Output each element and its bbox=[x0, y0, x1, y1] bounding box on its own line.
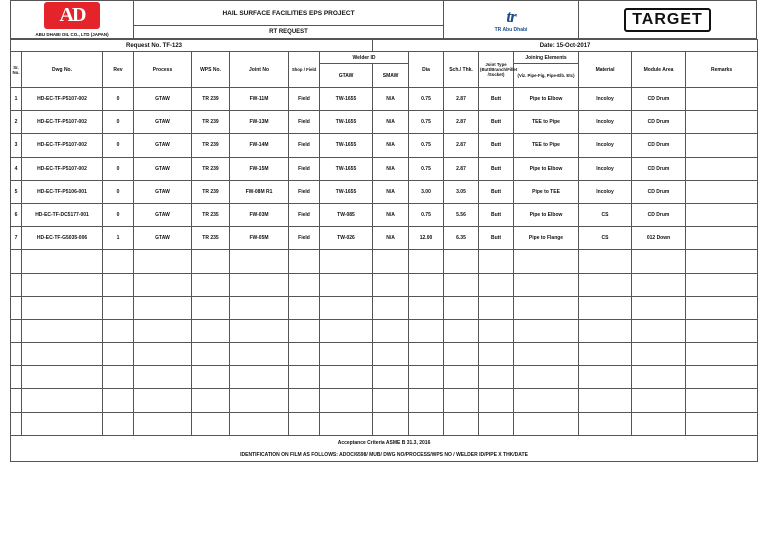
empty-cell bbox=[103, 296, 134, 319]
empty-cell bbox=[514, 343, 579, 366]
empty-cell bbox=[479, 319, 514, 342]
cell-elements: Pipe to TEE bbox=[514, 180, 579, 203]
cell-shop: Field bbox=[289, 180, 320, 203]
document-title: RT REQUEST bbox=[134, 26, 444, 39]
empty-cell bbox=[686, 319, 758, 342]
empty-cell bbox=[686, 412, 758, 435]
cell-joint: FW-08M R1 bbox=[230, 180, 289, 203]
empty-cell bbox=[373, 412, 409, 435]
table-row bbox=[11, 203, 758, 226]
cell-gtaw: TW-1655 bbox=[320, 180, 373, 203]
empty-cell bbox=[632, 296, 686, 319]
cell-rev: 0 bbox=[103, 180, 134, 203]
cell-wps: TR 239 bbox=[192, 180, 230, 203]
cell-wps: TR 239 bbox=[192, 157, 230, 180]
cell-remarks bbox=[686, 203, 758, 226]
col-joint-type: Joint Type (Butt/Branch/Fillet /Socket) bbox=[479, 52, 514, 88]
cell-area: CD Drum bbox=[632, 134, 686, 157]
empty-table-row bbox=[11, 366, 758, 389]
empty-cell bbox=[444, 343, 479, 366]
cell-sr: 2 bbox=[11, 111, 22, 134]
empty-cell bbox=[686, 273, 758, 296]
cell-jtype: Butt bbox=[479, 227, 514, 250]
cell-joint: FW-03M bbox=[230, 203, 289, 226]
col-welder-id: Welder ID bbox=[320, 52, 409, 64]
cell-area: CD Drum bbox=[632, 203, 686, 226]
cell-thk: 2.87 bbox=[444, 111, 479, 134]
col-joint-no: Joint No bbox=[230, 52, 289, 88]
cell-thk: 6.35 bbox=[444, 227, 479, 250]
cell-process: GTAW bbox=[134, 88, 192, 111]
cell-smaw: N/A bbox=[373, 88, 409, 111]
empty-cell bbox=[579, 273, 632, 296]
cell-process: GTAW bbox=[134, 134, 192, 157]
cell-material: Incoloy bbox=[579, 134, 632, 157]
col-rev: Rev bbox=[103, 52, 134, 88]
cell-joint: FW-11M bbox=[230, 88, 289, 111]
cell-dwg: HD-EC-TF-P5107-002 bbox=[22, 111, 103, 134]
empty-cell bbox=[289, 366, 320, 389]
empty-cell bbox=[632, 250, 686, 273]
empty-cell bbox=[373, 250, 409, 273]
empty-cell bbox=[409, 412, 444, 435]
empty-cell bbox=[103, 343, 134, 366]
empty-cell bbox=[134, 389, 192, 412]
cell-dia: 0.75 bbox=[409, 134, 444, 157]
cell-sr: 4 bbox=[11, 157, 22, 180]
request-table bbox=[10, 39, 758, 462]
empty-cell bbox=[103, 250, 134, 273]
empty-cell bbox=[514, 250, 579, 273]
empty-cell bbox=[192, 273, 230, 296]
cell-gtaw: TW-1655 bbox=[320, 157, 373, 180]
empty-cell bbox=[192, 250, 230, 273]
request-date: Date: 15-Oct-2017 bbox=[373, 40, 758, 52]
cell-rev: 0 bbox=[103, 157, 134, 180]
cell-process: GTAW bbox=[134, 180, 192, 203]
tr-logo bbox=[444, 1, 579, 39]
empty-cell bbox=[11, 343, 22, 366]
col-joining-elements: Joining Elements bbox=[514, 52, 579, 64]
empty-cell bbox=[514, 389, 579, 412]
header-table bbox=[10, 0, 757, 39]
cell-shop: Field bbox=[289, 227, 320, 250]
empty-cell bbox=[373, 319, 409, 342]
tr-logo-icon: tr bbox=[506, 6, 516, 26]
empty-cell bbox=[134, 273, 192, 296]
empty-cell bbox=[103, 389, 134, 412]
empty-cell bbox=[686, 343, 758, 366]
cell-smaw: N/A bbox=[373, 227, 409, 250]
acceptance-criteria: Acceptance Criteria ASME B 31.3, 2016 bbox=[11, 435, 758, 449]
cell-dia: 12.00 bbox=[409, 227, 444, 250]
empty-cell bbox=[514, 273, 579, 296]
empty-cell bbox=[409, 343, 444, 366]
cell-rev: 0 bbox=[103, 134, 134, 157]
empty-cell bbox=[22, 250, 103, 273]
empty-cell bbox=[320, 273, 373, 296]
table-row bbox=[11, 134, 758, 157]
empty-cell bbox=[444, 250, 479, 273]
empty-table-row bbox=[11, 319, 758, 342]
cell-material: CS bbox=[579, 227, 632, 250]
empty-cell bbox=[320, 250, 373, 273]
empty-cell bbox=[479, 343, 514, 366]
cell-area: CD Drum bbox=[632, 111, 686, 134]
empty-cell bbox=[134, 343, 192, 366]
empty-cell bbox=[373, 366, 409, 389]
col-smaw: SMAW bbox=[373, 64, 409, 88]
empty-cell bbox=[373, 296, 409, 319]
table-row bbox=[11, 180, 758, 203]
empty-cell bbox=[444, 273, 479, 296]
cell-shop: Field bbox=[289, 111, 320, 134]
cell-smaw: N/A bbox=[373, 134, 409, 157]
empty-cell bbox=[320, 343, 373, 366]
cell-dwg: HD-EC-TF-P5106-001 bbox=[22, 180, 103, 203]
empty-cell bbox=[514, 366, 579, 389]
empty-cell bbox=[22, 389, 103, 412]
empty-cell bbox=[192, 296, 230, 319]
col-joining-elements-sub: (Viz. Pipe-Fig, Pipe-Elb. Etc) bbox=[514, 64, 579, 88]
cell-dia: 0.75 bbox=[409, 88, 444, 111]
empty-cell bbox=[22, 296, 103, 319]
empty-cell bbox=[134, 296, 192, 319]
empty-cell bbox=[320, 319, 373, 342]
empty-cell bbox=[103, 366, 134, 389]
film-identification: IDENTIFICATION ON FILM AS FOLLOWS: ADOC/6598/ MUB/ DWG NO/PROCESS/WPS NO / WELDER ID/PIPE X THK/DATE bbox=[11, 449, 758, 461]
empty-cell bbox=[632, 389, 686, 412]
cell-smaw: N/A bbox=[373, 111, 409, 134]
cell-area: 012 Down bbox=[632, 227, 686, 250]
col-gtaw: GTAW bbox=[320, 64, 373, 88]
empty-cell bbox=[409, 296, 444, 319]
empty-cell bbox=[373, 273, 409, 296]
cell-dwg: HD-EC-TF-DC5177-001 bbox=[22, 203, 103, 226]
empty-cell bbox=[192, 343, 230, 366]
col-sr-no: Sr. No. bbox=[11, 52, 22, 88]
col-dia: Dia bbox=[409, 52, 444, 88]
empty-cell bbox=[479, 389, 514, 412]
empty-cell bbox=[134, 412, 192, 435]
table-row bbox=[11, 88, 758, 111]
empty-cell bbox=[11, 412, 22, 435]
cell-joint: FW-13M bbox=[230, 111, 289, 134]
cell-process: GTAW bbox=[134, 111, 192, 134]
cell-thk: 5.56 bbox=[444, 203, 479, 226]
table-row bbox=[11, 227, 758, 250]
col-dwg-no: Dwg No. bbox=[22, 52, 103, 88]
cell-remarks bbox=[686, 111, 758, 134]
cell-joint: FW-14M bbox=[230, 134, 289, 157]
empty-cell bbox=[103, 273, 134, 296]
cell-elements: Pipe to Elbow bbox=[514, 157, 579, 180]
empty-cell bbox=[320, 296, 373, 319]
cell-sr: 1 bbox=[11, 88, 22, 111]
cell-jtype: Butt bbox=[479, 111, 514, 134]
cell-gtaw: TW-1655 bbox=[320, 88, 373, 111]
empty-cell bbox=[579, 389, 632, 412]
target-logo bbox=[579, 1, 757, 39]
empty-cell bbox=[320, 412, 373, 435]
cell-area: CD Drum bbox=[632, 180, 686, 203]
empty-cell bbox=[103, 319, 134, 342]
request-number: Request No. TF-123 bbox=[11, 40, 373, 52]
col-wps-no: WPS No. bbox=[192, 52, 230, 88]
empty-cell bbox=[479, 296, 514, 319]
empty-cell bbox=[373, 389, 409, 412]
empty-cell bbox=[230, 366, 289, 389]
empty-cell bbox=[289, 250, 320, 273]
cell-dia: 0.75 bbox=[409, 111, 444, 134]
company-name: ABU DHABI OIL CO., LTD (JAPAN) bbox=[35, 32, 109, 37]
empty-cell bbox=[289, 296, 320, 319]
cell-smaw: N/A bbox=[373, 180, 409, 203]
empty-cell bbox=[11, 389, 22, 412]
empty-cell bbox=[134, 319, 192, 342]
empty-cell bbox=[192, 412, 230, 435]
empty-cell bbox=[579, 366, 632, 389]
cell-process: GTAW bbox=[134, 157, 192, 180]
empty-cell bbox=[230, 296, 289, 319]
cell-thk: 2.87 bbox=[444, 157, 479, 180]
cell-wps: TR 235 bbox=[192, 203, 230, 226]
cell-sr: 6 bbox=[11, 203, 22, 226]
cell-remarks bbox=[686, 134, 758, 157]
empty-cell bbox=[230, 412, 289, 435]
empty-cell bbox=[579, 250, 632, 273]
empty-cell bbox=[514, 319, 579, 342]
cell-smaw: N/A bbox=[373, 203, 409, 226]
cell-rev: 0 bbox=[103, 203, 134, 226]
empty-cell bbox=[444, 319, 479, 342]
cell-material: Incoloy bbox=[579, 180, 632, 203]
empty-cell bbox=[479, 273, 514, 296]
cell-rev: 1 bbox=[103, 227, 134, 250]
cell-shop: Field bbox=[289, 134, 320, 157]
rt-request-sheet bbox=[10, 0, 756, 462]
empty-cell bbox=[11, 319, 22, 342]
cell-thk: 2.87 bbox=[444, 134, 479, 157]
empty-cell bbox=[409, 273, 444, 296]
cell-elements: Pipe to Elbow bbox=[514, 203, 579, 226]
table-row bbox=[11, 111, 758, 134]
cell-thk: 3.05 bbox=[444, 180, 479, 203]
cell-dia: 3.00 bbox=[409, 180, 444, 203]
cell-shop: Field bbox=[289, 157, 320, 180]
empty-cell bbox=[514, 412, 579, 435]
empty-cell bbox=[11, 366, 22, 389]
empty-cell bbox=[11, 250, 22, 273]
empty-cell bbox=[409, 366, 444, 389]
cell-jtype: Butt bbox=[479, 180, 514, 203]
cell-remarks bbox=[686, 227, 758, 250]
cell-jtype: Butt bbox=[479, 134, 514, 157]
cell-dwg: HD-EC-TF-G5035-006 bbox=[22, 227, 103, 250]
empty-cell bbox=[192, 389, 230, 412]
empty-cell bbox=[479, 366, 514, 389]
cell-dwg: HD-EC-TF-P5107-002 bbox=[22, 134, 103, 157]
cell-jtype: Butt bbox=[479, 88, 514, 111]
cell-dia: 0.75 bbox=[409, 157, 444, 180]
empty-cell bbox=[579, 296, 632, 319]
adoc-logo-icon: AD bbox=[44, 2, 100, 29]
col-material: Material bbox=[579, 52, 632, 88]
empty-table-row bbox=[11, 412, 758, 435]
empty-cell bbox=[289, 389, 320, 412]
empty-cell bbox=[444, 389, 479, 412]
empty-cell bbox=[289, 273, 320, 296]
cell-wps: TR 239 bbox=[192, 111, 230, 134]
empty-cell bbox=[479, 412, 514, 435]
empty-cell bbox=[444, 412, 479, 435]
cell-jtype: Butt bbox=[479, 157, 514, 180]
empty-cell bbox=[289, 319, 320, 342]
empty-cell bbox=[514, 296, 579, 319]
cell-remarks bbox=[686, 180, 758, 203]
cell-wps: TR 239 bbox=[192, 134, 230, 157]
cell-gtaw: TW-1655 bbox=[320, 134, 373, 157]
cell-wps: TR 235 bbox=[192, 227, 230, 250]
col-sch-thk: Sch./ Thk. bbox=[444, 52, 479, 88]
cell-sr: 3 bbox=[11, 134, 22, 157]
cell-joint: FW-05M bbox=[230, 227, 289, 250]
cell-jtype: Butt bbox=[479, 203, 514, 226]
cell-remarks bbox=[686, 157, 758, 180]
cell-material: CS bbox=[579, 203, 632, 226]
col-shop-field: Shop / Field bbox=[289, 52, 320, 88]
empty-cell bbox=[230, 343, 289, 366]
cell-dia: 0.75 bbox=[409, 203, 444, 226]
cell-rev: 0 bbox=[103, 111, 134, 134]
cell-thk: 2.87 bbox=[444, 88, 479, 111]
table-row bbox=[11, 157, 758, 180]
cell-shop: Field bbox=[289, 203, 320, 226]
empty-cell bbox=[192, 319, 230, 342]
empty-table-row bbox=[11, 389, 758, 412]
empty-table-row bbox=[11, 250, 758, 273]
cell-process: GTAW bbox=[134, 227, 192, 250]
empty-cell bbox=[686, 250, 758, 273]
cell-joint: FW-15M bbox=[230, 157, 289, 180]
empty-cell bbox=[579, 412, 632, 435]
cell-dwg: HD-EC-TF-P5107-002 bbox=[22, 157, 103, 180]
cell-material: Incoloy bbox=[579, 88, 632, 111]
cell-sr: 7 bbox=[11, 227, 22, 250]
cell-gtaw: TW-026 bbox=[320, 227, 373, 250]
cell-elements: TEE to Pipe bbox=[514, 111, 579, 134]
empty-cell bbox=[632, 343, 686, 366]
cell-elements: Pipe to Flange bbox=[514, 227, 579, 250]
empty-cell bbox=[320, 366, 373, 389]
cell-material: Incoloy bbox=[579, 111, 632, 134]
cell-sr: 5 bbox=[11, 180, 22, 203]
empty-cell bbox=[22, 343, 103, 366]
cell-process: GTAW bbox=[134, 203, 192, 226]
empty-cell bbox=[230, 389, 289, 412]
empty-cell bbox=[22, 319, 103, 342]
empty-cell bbox=[11, 296, 22, 319]
cell-remarks bbox=[686, 88, 758, 111]
col-module-area: Module Area bbox=[632, 52, 686, 88]
empty-cell bbox=[686, 296, 758, 319]
empty-cell bbox=[134, 250, 192, 273]
project-title: HAIL SURFACE FACILITIES EPS PROJECT bbox=[134, 1, 444, 26]
empty-table-row bbox=[11, 296, 758, 319]
cell-gtaw: TW-085 bbox=[320, 203, 373, 226]
empty-cell bbox=[579, 343, 632, 366]
empty-cell bbox=[409, 389, 444, 412]
empty-cell bbox=[373, 343, 409, 366]
cell-area: CD Drum bbox=[632, 88, 686, 111]
empty-cell bbox=[289, 343, 320, 366]
empty-cell bbox=[632, 366, 686, 389]
empty-cell bbox=[320, 389, 373, 412]
empty-cell bbox=[479, 250, 514, 273]
empty-cell bbox=[444, 366, 479, 389]
empty-cell bbox=[686, 366, 758, 389]
target-logo-icon: TARGET bbox=[624, 8, 711, 32]
company-logo bbox=[11, 1, 134, 39]
cell-gtaw: TW-1655 bbox=[320, 111, 373, 134]
empty-cell bbox=[11, 273, 22, 296]
empty-cell bbox=[632, 273, 686, 296]
col-process: Process bbox=[134, 52, 192, 88]
empty-cell bbox=[632, 412, 686, 435]
empty-cell bbox=[230, 273, 289, 296]
empty-cell bbox=[192, 366, 230, 389]
empty-cell bbox=[103, 412, 134, 435]
cell-elements: TEE to Pipe bbox=[514, 134, 579, 157]
empty-cell bbox=[134, 366, 192, 389]
empty-table-row bbox=[11, 273, 758, 296]
empty-table-row bbox=[11, 343, 758, 366]
empty-cell bbox=[409, 250, 444, 273]
table-body bbox=[11, 88, 758, 436]
col-remarks: Remarks bbox=[686, 52, 758, 88]
empty-cell bbox=[632, 319, 686, 342]
empty-cell bbox=[686, 389, 758, 412]
empty-cell bbox=[22, 273, 103, 296]
cell-rev: 0 bbox=[103, 88, 134, 111]
empty-cell bbox=[22, 366, 103, 389]
empty-cell bbox=[22, 412, 103, 435]
empty-cell bbox=[579, 319, 632, 342]
cell-smaw: N/A bbox=[373, 157, 409, 180]
cell-wps: TR 239 bbox=[192, 88, 230, 111]
tr-logo-subtitle: TR Abu Dhabi bbox=[494, 26, 528, 33]
cell-dwg: HD-EC-TF-P5107-002 bbox=[22, 88, 103, 111]
empty-cell bbox=[409, 319, 444, 342]
empty-cell bbox=[230, 319, 289, 342]
cell-area: CD Drum bbox=[632, 157, 686, 180]
cell-shop: Field bbox=[289, 88, 320, 111]
cell-elements: Pipe to Elbow bbox=[514, 88, 579, 111]
empty-cell bbox=[230, 250, 289, 273]
empty-cell bbox=[444, 296, 479, 319]
empty-cell bbox=[289, 412, 320, 435]
cell-material: Incoloy bbox=[579, 157, 632, 180]
